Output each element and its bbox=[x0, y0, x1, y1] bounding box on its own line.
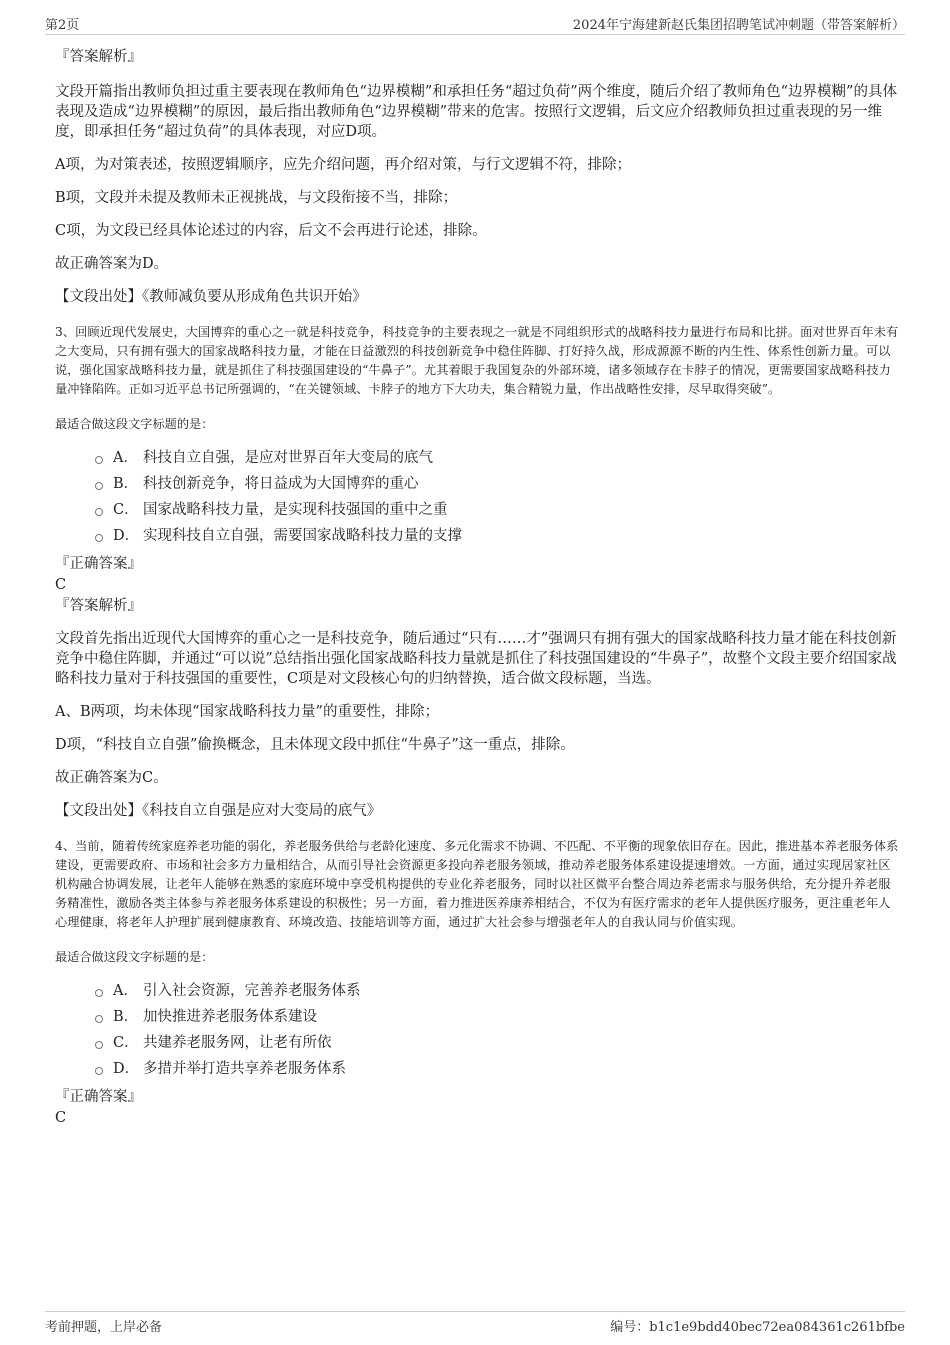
radio-button[interactable] bbox=[95, 456, 103, 464]
source-title: 《教师减负要从形成角色共识开始》 bbox=[142, 289, 367, 305]
footer-slogan: 考前押题，上岸必备 bbox=[45, 1320, 163, 1335]
option-key: A． bbox=[113, 983, 138, 999]
radio-button[interactable] bbox=[95, 482, 103, 490]
radio-button[interactable] bbox=[95, 1067, 103, 1075]
source-title: 《科技自立自强是应对大变局的底气》 bbox=[142, 803, 382, 819]
option-key: C． bbox=[113, 502, 139, 518]
document-title: 2024年宁海建新赵氏集团招聘笔试冲刺题（带答案解析） bbox=[572, 18, 905, 33]
question-3-text: 3、回顾近现代发展史，大国博弈的重心之一就是科技竞争，科技竞争的主要表现之一就是不同组织形式的战略科技力量进行布局和比拼。面对世界百年未有之大变局，只有拥有强大的国家战略科技力量，才能在日益激烈的科技创新竞争中稳住阵脚、打好持久战，形成源源不断的内生性、体系性创新力量。可以说，强化国家战略科技力量，就是抓住了科技强国建设的“牛鼻子”。尤其着眼于我国复杂的外部环境，诸多领域存在卡脖子的情况，更需要国家战略科技力量冲锋陷阵。正如习近平总书记所强调的，“在关键领域、卡脖子的地方下大功夫，集合精锐力量，作出战略性安排，尽早取得突破”。 bbox=[55, 325, 899, 396]
correct-answer-value: C bbox=[55, 577, 67, 593]
option-key: B． bbox=[113, 476, 139, 492]
page-header bbox=[45, 12, 905, 35]
radio-button[interactable] bbox=[95, 1015, 103, 1023]
page-number: 第2页 bbox=[45, 18, 80, 33]
option-text: 国家战略科技力量，是实现科技强国的重中之重 bbox=[143, 502, 448, 518]
document-id: 编号：b1c1e9bdd40bec72ea084361c261bfbe bbox=[610, 1320, 905, 1335]
option-c[interactable] bbox=[95, 1030, 900, 1056]
source-line bbox=[55, 287, 900, 307]
option-b[interactable] bbox=[95, 1004, 900, 1030]
correct-answer-label: 『正确答案』 bbox=[55, 556, 142, 572]
option-key: B． bbox=[113, 1009, 139, 1025]
radio-button[interactable] bbox=[95, 508, 103, 516]
analysis-conclusion: 故正确答案为D。 bbox=[55, 256, 169, 272]
question-4-prompt: 最适合做这段文字标题的是： bbox=[55, 950, 214, 964]
source-line bbox=[55, 801, 900, 821]
option-key: C． bbox=[113, 1035, 139, 1051]
analysis-paragraph: 文段首先指出近现代大国博弈的重心之一是科技竞争，随后通过“只有……才”强调只有拥有强大的国家战略科技力量才能在科技创新竞争中稳住阵脚，并通过“可以说”总结指出强化国家战略科技力量就是抓住了科技强国建设的“牛鼻子”，故整个文段主要介绍国家战略科技力量对于科技强国的重要性，C项是对文段核心句的归纳替换，适合做文段标题，当选。 bbox=[55, 631, 897, 687]
analysis-line: B项，文段并未提及教师未正视挑战，与文段衔接不当，排除； bbox=[55, 190, 458, 206]
option-text: 共建养老服务网，让老有所依 bbox=[143, 1035, 332, 1051]
source-label: 【文段出处】 bbox=[55, 803, 142, 819]
correct-answer-value: C bbox=[55, 1110, 67, 1126]
option-d[interactable] bbox=[95, 1056, 900, 1082]
option-text: 多措并举打造共享养老服务体系 bbox=[143, 1061, 346, 1077]
analysis-line: A、B两项，均未体现“国家战略科技力量”的重要性，排除； bbox=[55, 704, 439, 720]
analysis-line: A项，为对策表述，按照逻辑顺序，应先介绍问题，再介绍对策，与行文逻辑不符，排除； bbox=[55, 157, 631, 173]
option-c[interactable] bbox=[95, 497, 900, 523]
option-text: 实现科技自立自强，需要国家战略科技力量的支撑 bbox=[143, 528, 462, 544]
option-key: D． bbox=[113, 1061, 140, 1077]
analysis-line: D项，“科技自立自强”偷换概念，且未体现文段中抓住“牛鼻子”这一重点，排除。 bbox=[55, 737, 575, 753]
radio-button[interactable] bbox=[95, 989, 103, 997]
option-key: D． bbox=[113, 528, 140, 544]
option-text: 科技创新竞争，将日益成为大国博弈的重心 bbox=[143, 476, 419, 492]
option-text: 加快推进养老服务体系建设 bbox=[143, 1009, 317, 1025]
question-3-prompt: 最适合做这段文字标题的是： bbox=[55, 417, 214, 431]
page-footer bbox=[45, 1311, 905, 1335]
question-4-options bbox=[55, 978, 900, 1082]
option-text: 科技自立自强，是应对世界百年大变局的底气 bbox=[143, 450, 433, 466]
analysis-paragraph: 文段开篇指出教师负担过重主要表现在教师角色“边界模糊”和承担任务“超过负荷”两个维度，随后介绍了教师角色“边界模糊”的具体表现及造成“边界模糊”的原因，最后指出教师角色“边界模糊”带来的危害。按照行文逻辑，后文应介绍教师负担过重表现的另一维度，即承担任务“超过负荷”的具体表现，对应D项。 bbox=[55, 84, 897, 140]
question-3-options bbox=[55, 445, 900, 549]
radio-button[interactable] bbox=[95, 1041, 103, 1049]
correct-answer-label: 『正确答案』 bbox=[55, 1089, 142, 1105]
question-4-text: 4、当前，随着传统家庭养老功能的弱化，养老服务供给与老龄化速度、多元化需求不协调、不匹配、不平衡的现象依旧存在。因此，推进基本养老服务体系建设，更需要政府、市场和社会多方力量相结合，从而引导社会资源更多投向养老服务领域，推动养老服务体系建设提速增效。一方面，通过实现居家社区机构融合协调发展，让老年人能够在熟悉的家庭环境中享受机构提供的专业化养老服务，同时以社区微平台整合周边养老需求与服务供给，充分提升养老服务精准性，激励各类主体参与养老服务体系建设的积极性；另一方面，着力推进医养康养相结合，不仅为有医疗需求的老年人提供医疗服务，更注重老年人心理健康，将老年人护理扩展到健康教育、环境改造、技能培训等方面，通过扩大社会参与增强老年人的自我认同与价值实现。 bbox=[55, 839, 899, 929]
analysis-label: 『答案解析』 bbox=[55, 49, 142, 65]
option-b[interactable] bbox=[95, 471, 900, 497]
option-a[interactable] bbox=[95, 445, 900, 471]
analysis-conclusion: 故正确答案为C。 bbox=[55, 770, 168, 786]
option-text: 引入社会资源，完善养老服务体系 bbox=[143, 983, 361, 999]
source-label: 【文段出处】 bbox=[55, 289, 142, 305]
option-key: A． bbox=[113, 450, 138, 466]
option-d[interactable] bbox=[95, 523, 900, 549]
option-a[interactable] bbox=[95, 978, 900, 1004]
analysis-line: C项，为文段已经具体论述过的内容，后文不会再进行论述，排除。 bbox=[55, 223, 487, 239]
analysis-label: 『答案解析』 bbox=[55, 598, 142, 614]
document-body bbox=[55, 44, 900, 1128]
radio-button[interactable] bbox=[95, 534, 103, 542]
